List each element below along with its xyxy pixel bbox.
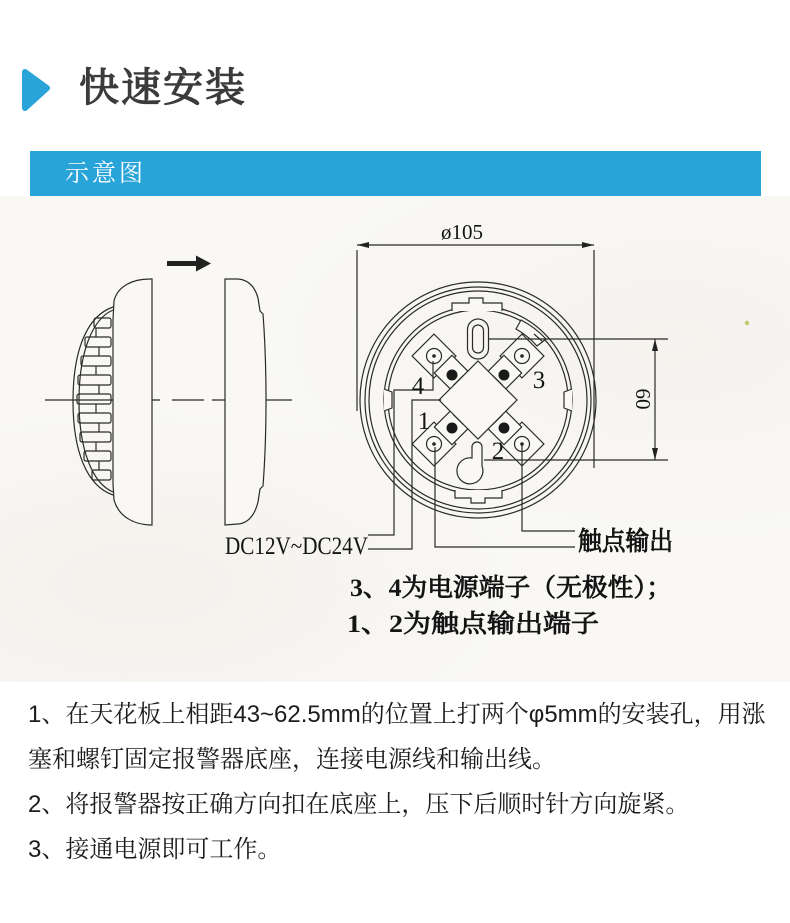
instruction-line-1: 1、在天花板上相距43~62.5mm的位置上打两个φ5mm的安装孔，用涨 xyxy=(28,701,766,728)
section-banner xyxy=(30,151,761,196)
section-banner-label: 示意图 xyxy=(65,160,146,187)
base-side-view xyxy=(225,279,266,525)
note-contact-terminals: 1、2为触点输出端子 xyxy=(347,611,573,638)
contact-output-label: 触点输出 xyxy=(578,527,683,556)
blue-arrow-icon xyxy=(22,68,50,112)
instruction-line-3: 2、将报警器按正确方向扣在底座上，压下后顺时针方向旋紧。 xyxy=(28,791,690,818)
attach-direction-arrow-icon xyxy=(167,256,211,272)
mounting-base-top-view xyxy=(360,282,596,518)
dim-diameter-label: ø105 xyxy=(441,220,483,244)
power-range-label: DC12V~DC24V xyxy=(225,533,368,560)
alarm-body-outline xyxy=(113,279,152,525)
note-power-terminals: 3、4为电源端子（无极性）； xyxy=(350,575,663,602)
terminal-4-number: 4 xyxy=(411,373,425,400)
page-header xyxy=(0,60,790,120)
bayonet-notch-right xyxy=(564,389,572,411)
keyhole-mounting-hole xyxy=(457,442,483,484)
instruction-line-2: 塞和螺钉固定报警器底座，连接电源线和输出线。 xyxy=(28,746,556,773)
terminal-1-number: 1 xyxy=(417,408,431,435)
installation-instructions xyxy=(28,692,773,872)
instruction-line-4: 3、接通电源即可工作。 xyxy=(28,836,282,863)
oval-mounting-hole-inner xyxy=(473,325,484,353)
bayonet-tab-top xyxy=(452,298,502,311)
terminal-2-number: 2 xyxy=(491,438,505,465)
dim-hole-spacing-label: 60 xyxy=(631,388,655,410)
bayonet-tab-bottom xyxy=(455,490,502,503)
bayonet-notch-left xyxy=(384,389,392,411)
schematic-scan-region xyxy=(0,196,790,682)
scan-speck xyxy=(745,321,749,325)
installation-diagram xyxy=(0,196,790,666)
page-title: 快速安装 xyxy=(79,66,247,110)
terminal-3-number: 3 xyxy=(532,367,546,394)
